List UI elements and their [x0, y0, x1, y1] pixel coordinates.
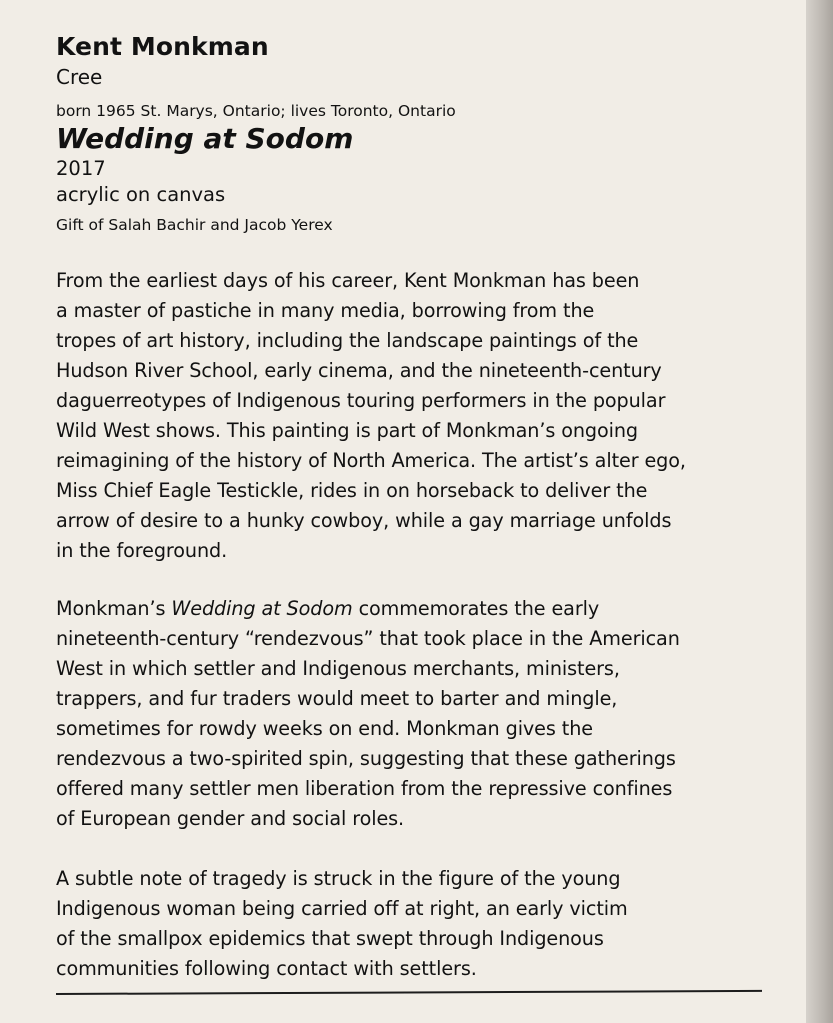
text-line: communities following contact with settlers.: [56, 957, 477, 980]
text-line: Hudson River School, early cinema, and the nineteenth-century: [56, 359, 662, 382]
text-line: in the foreground.: [56, 539, 228, 562]
paragraph-2: [56, 594, 776, 834]
paragraph-3: [56, 864, 776, 984]
text-line: Indigenous woman being carried off at right, an early victim: [56, 897, 628, 920]
text-fragment: Monkman’s: [56, 597, 172, 620]
text-line: West in which settler and Indigenous merchants, ministers,: [56, 657, 620, 680]
label-content: [56, 30, 776, 984]
card-edge: [806, 0, 833, 1023]
text-line: A subtle note of tragedy is struck in the figure of the young: [56, 867, 621, 890]
text-line: Wild West shows. This painting is part of Monkman’s ongoing: [56, 419, 639, 442]
artwork-year: 2017: [56, 157, 106, 180]
text-line: offered many settler men liberation from the repressive confines: [56, 777, 673, 800]
text-line: arrow of desire to a hunky cowboy, while a gay marriage unfolds: [56, 509, 672, 532]
text-line: From the earliest days of his career, Kent Monkman has been: [56, 269, 640, 292]
paragraph-1: [56, 266, 776, 566]
text-line: trappers, and fur traders would meet to barter and mingle,: [56, 687, 618, 710]
text-fragment: commemorates the early: [352, 597, 600, 620]
text-line: of European gender and social roles.: [56, 807, 405, 830]
text-line: sometimes for rowdy weeks on end. Monkman gives the: [56, 717, 593, 740]
text-line: of the smallpox epidemics that swept through Indigenous: [56, 927, 604, 950]
artwork-medium: acrylic on canvas: [56, 183, 226, 206]
text-line: reimagining of the history of North America. The artist’s alter ego,: [56, 449, 686, 472]
text-line: nineteenth-century “rendezvous” that took place in the American: [56, 627, 680, 650]
artist-nation: Cree: [56, 65, 103, 89]
artist-bio: born 1965 St. Marys, Ontario; lives Toronto, Ontario: [56, 102, 456, 120]
text-line: a master of pastiche in many media, borrowing from the: [56, 299, 595, 322]
artist-name: Kent Monkman: [56, 32, 269, 61]
text-line: Miss Chief Eagle Testickle, rides in on horseback to deliver the: [56, 479, 648, 502]
text-line: rendezvous a two-spirited spin, suggesting that these gatherings: [56, 747, 676, 770]
inline-title: Wedding at Sodom: [171, 597, 353, 620]
text-line: [56, 594, 776, 624]
credit-line: Gift of Salah Bachir and Jacob Yerex: [56, 216, 333, 234]
text-line: tropes of art history, including the landscape paintings of the: [56, 329, 639, 352]
text-line: daguerreotypes of Indigenous touring performers in the popular: [56, 389, 666, 412]
artwork-title: Wedding at Sodom: [56, 122, 354, 155]
